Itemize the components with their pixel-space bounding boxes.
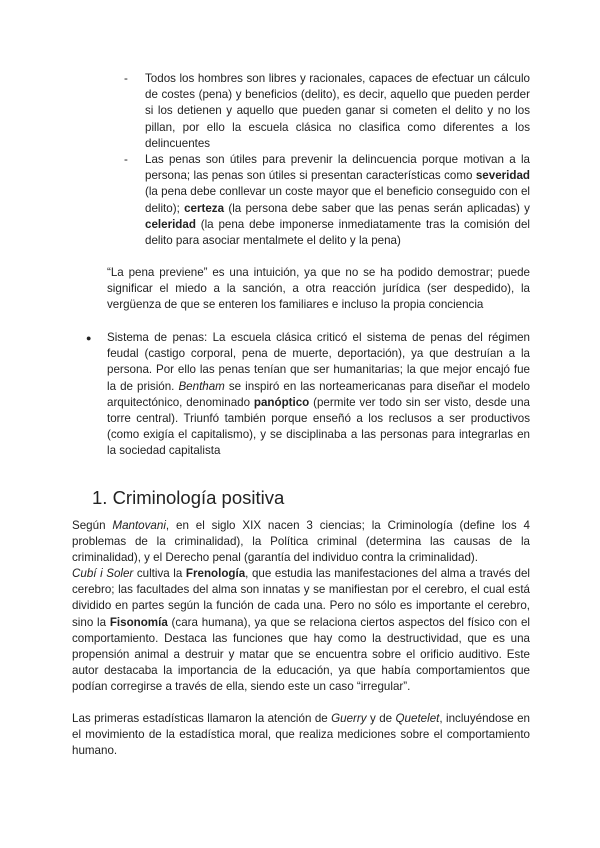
term-certeza: certeza [184, 201, 225, 215]
text-run: (la persona debe saber que las penas serán aplicadas) y [224, 201, 530, 215]
dash-marker: - [124, 153, 128, 166]
paragraph-cubi-soler [72, 566, 530, 696]
text-run: Sistema de penas: La escuela clásica criticó el sistema de penas del régimen feudal (castigo corporal, pena de muerte, deportación), ya que destruían a la persona. Por ello las penas tenían que ser humanitarias; la que mejor encajó fue la de prisión. [107, 331, 530, 393]
section-heading: 1. Criminología positiva [92, 487, 285, 508]
dash-marker: - [124, 72, 128, 85]
text-run: (la pena debe conllevar un coste mayor que el beneficio conseguido con el delito); [145, 185, 530, 215]
list-item-text [145, 152, 530, 249]
author-quetelet: Quetelet [395, 712, 440, 725]
list-item-text [107, 330, 530, 460]
text-run: (la pena debe imponerse inmediatamente tras la comisión del delito para asociar mentalmete el delito y la pena) [145, 217, 530, 248]
term-fisonomia: Fisonomía [109, 615, 168, 629]
text-run: Según [72, 519, 113, 532]
term-severidad: severidad [475, 169, 530, 183]
text-run: (cara humana), ya que se relaciona ciertos aspectos del físico con el comportamiento. Destaca las funciones que hay como la destructividad, que es una propensión animal a destruir y matar que se encuentra sobre el orificio auditivo. Este autor destacaba la importancia de la educación, ya que había comportamientos que podían corregirse a través de ella, siendo este un caso “irregular”. [72, 615, 530, 694]
author-guerry: Guerry [331, 712, 367, 725]
author-bentham: Bentham [178, 379, 225, 393]
text-run: y de [366, 712, 396, 725]
text-run: , en el siglo XIX nacen 3 ciencias; la Criminología (define los 4 problemas de la criminalidad), la Política criminal (determina las causas de la criminalidad), y el Derecho penal (garantía del individuo contra la criminalidad). [72, 519, 530, 565]
text-run: Las penas son útiles para prevenir la delincuencia porque motivan a la persona; las penas son útiles si presentan características como [145, 153, 530, 183]
text-run: (permite ver todo sin ser visto, desde una torre central). Triunfó también porque enseñó a los reclusos a ser productivos (como exigía el capitalismo), y se disciplinaba a las personas para integrarlas en la sociedad capitalista [107, 395, 530, 458]
text-run: Las primeras estadísticas llamaron la atención de [72, 712, 332, 725]
text-run: , que estudia las manifestaciones del alma a través del cerebro; las facultades del alma son innatas y se manifiestan por el cerebro, el cual está dividido en partes según la función de cada una. Pero no sólo es importante el cerebro, sino la [72, 567, 530, 629]
author-cubi-soler: Cubí i Soler [72, 567, 134, 580]
text-run: cultiva la [133, 567, 186, 580]
text-run: se inspiró en las norteamericanas para diseñar el modelo arquitectónico, denominado [107, 379, 530, 409]
paragraph-mantovani [72, 518, 530, 567]
bullet-marker: ● [86, 333, 92, 343]
pena-previene-paragraph: “La pena previene” es una intuición, ya que no se ha podido demostrar; puede significar el miedo a la sanción, a otra reacción jurídica (ser despedido), la vergüenza de que se enteren los familiares e incluso la propia conciencia [107, 266, 530, 312]
term-frenologia: Frenología [185, 567, 246, 580]
term-panoptico: panóptico [253, 395, 310, 409]
term-celeridad: celeridad [145, 217, 196, 231]
text-run: , incluyéndose en el movimiento de la estadística moral, que realiza mediciones sobre el comportamiento humano. [72, 712, 530, 758]
paragraph-estadisticas [72, 711, 530, 760]
list-item-text: Todos los hombres son libres y racionales, capaces de efectuar un cálculo de costes (pena) y beneficios (delito), es decir, aquello que pueden perder si los detienen y aquello que pueden ganar si cometen el delito y no los pillan, por ello la escuela clásica no clasifica como diferentes a los delincuentes [145, 72, 530, 150]
author-mantovani: Mantovani [112, 519, 166, 532]
